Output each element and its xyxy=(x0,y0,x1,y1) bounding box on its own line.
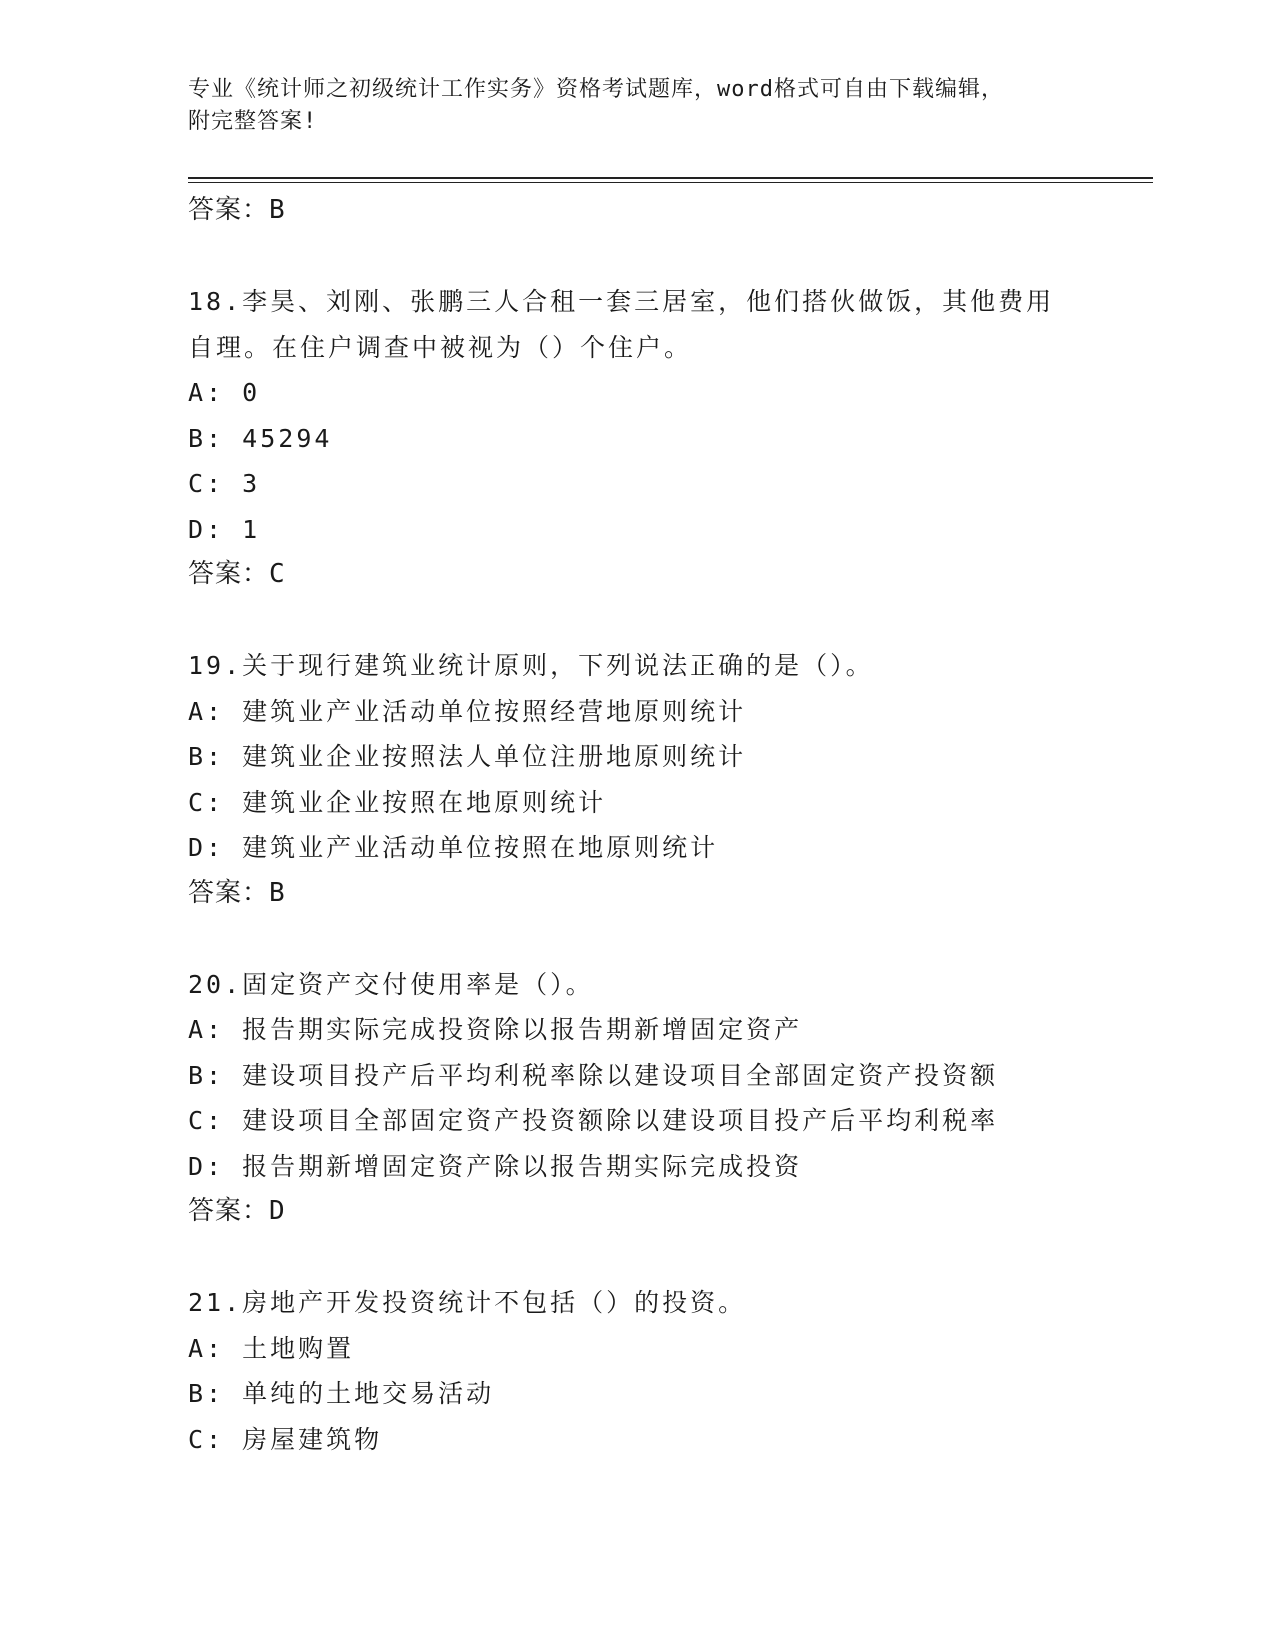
answer-label: 答案： xyxy=(188,195,270,225)
question-stem-line: 19.关于现行建筑业统计原则，下列说法正确的是（）。 xyxy=(188,651,874,680)
option-d xyxy=(188,1144,1153,1190)
header-line-2: 附完整答案! xyxy=(188,109,318,134)
header-divider-thick xyxy=(188,177,1153,179)
option-b xyxy=(188,1371,1153,1417)
spacer xyxy=(188,1235,1153,1281)
answer-line xyxy=(188,552,1153,598)
option-text: 房屋建筑物 xyxy=(242,1424,383,1454)
option-d xyxy=(188,825,1153,871)
option-b xyxy=(188,416,1153,462)
spacer xyxy=(188,234,1153,280)
document-header xyxy=(188,74,1088,138)
option-key: B: xyxy=(188,1060,225,1090)
option-c xyxy=(188,1417,1153,1463)
question-stem-line: 自理。在住户调查中被视为（）个住户。 xyxy=(188,332,693,362)
option-key: A: xyxy=(188,696,225,726)
option-key: C: xyxy=(188,1424,225,1454)
option-key: A: xyxy=(188,378,225,407)
answer-line xyxy=(188,871,1153,917)
option-key: D: xyxy=(188,1151,225,1181)
question-stem-line: 18.李昊、刘刚、张鹏三人合租一套三居室，他们搭伙做饭，其他费用 xyxy=(188,287,1055,316)
option-key: B: xyxy=(188,1379,225,1408)
option-d xyxy=(188,507,1153,553)
question-21 xyxy=(188,1280,1153,1462)
option-text: 0 xyxy=(242,378,261,407)
option-key: D: xyxy=(188,514,225,544)
option-a xyxy=(188,689,1153,735)
option-key: D: xyxy=(188,833,225,862)
answer-label: 答案： xyxy=(188,559,270,589)
option-text: 1 xyxy=(242,514,261,544)
answer-value: B xyxy=(269,877,286,908)
option-b xyxy=(188,734,1153,780)
question-stem-line: 21.房地产开发投资统计不包括（）的投资。 xyxy=(188,1288,747,1317)
header-divider-thin xyxy=(188,182,1153,183)
option-key: A: xyxy=(188,1015,225,1044)
option-a xyxy=(188,1007,1153,1053)
option-text: 建设项目投产后平均利税率除以建设项目全部固定资产投资额 xyxy=(242,1060,999,1090)
answer-line xyxy=(188,188,1153,234)
option-key: B: xyxy=(188,742,225,771)
spacer xyxy=(188,598,1153,644)
question-18 xyxy=(188,279,1153,598)
answer-value: D xyxy=(269,1196,286,1226)
question-19 xyxy=(188,643,1153,916)
option-text: 建筑业产业活动单位按照在地原则统计 xyxy=(242,833,719,862)
option-a xyxy=(188,1326,1153,1372)
option-text: 报告期实际完成投资除以报告期新增固定资产 xyxy=(242,1015,803,1044)
answer-value: C xyxy=(269,559,286,589)
option-text: 建筑业企业按照法人单位注册地原则统计 xyxy=(242,742,747,771)
answer-value: B xyxy=(269,195,286,225)
answer-label: 答案： xyxy=(188,877,270,908)
option-text: 土地购置 xyxy=(242,1333,355,1363)
option-a xyxy=(188,370,1153,416)
option-key: C: xyxy=(188,787,225,817)
option-key: C: xyxy=(188,469,225,498)
option-text: 单纯的土地交易活动 xyxy=(242,1379,495,1408)
option-c xyxy=(188,1098,1153,1144)
option-text: 建筑业产业活动单位按照经营地原则统计 xyxy=(242,696,747,726)
option-c xyxy=(188,780,1153,826)
option-text: 建筑业企业按照在地原则统计 xyxy=(242,787,607,817)
option-text: 3 xyxy=(242,469,261,498)
question-20 xyxy=(188,962,1153,1235)
option-text: 45294 xyxy=(242,423,333,453)
option-key: C: xyxy=(188,1106,225,1135)
question-stem-line: 20.固定资产交付使用率是（）。 xyxy=(188,969,594,999)
option-text: 建设项目全部固定资产投资额除以建设项目投产后平均利税率 xyxy=(242,1106,999,1135)
option-c xyxy=(188,461,1153,507)
option-text: 报告期新增固定资产除以报告期实际完成投资 xyxy=(242,1151,803,1181)
answer-line xyxy=(188,1189,1153,1235)
document-body xyxy=(188,188,1153,1462)
header-line-1: 专业《统计师之初级统计工作实务》资格考试题库，word格式可自由下载编辑， xyxy=(188,77,1004,102)
option-key: B: xyxy=(188,423,225,453)
spacer xyxy=(188,916,1153,962)
option-b xyxy=(188,1053,1153,1099)
option-key: A: xyxy=(188,1333,225,1363)
answer-label: 答案： xyxy=(188,1196,270,1226)
